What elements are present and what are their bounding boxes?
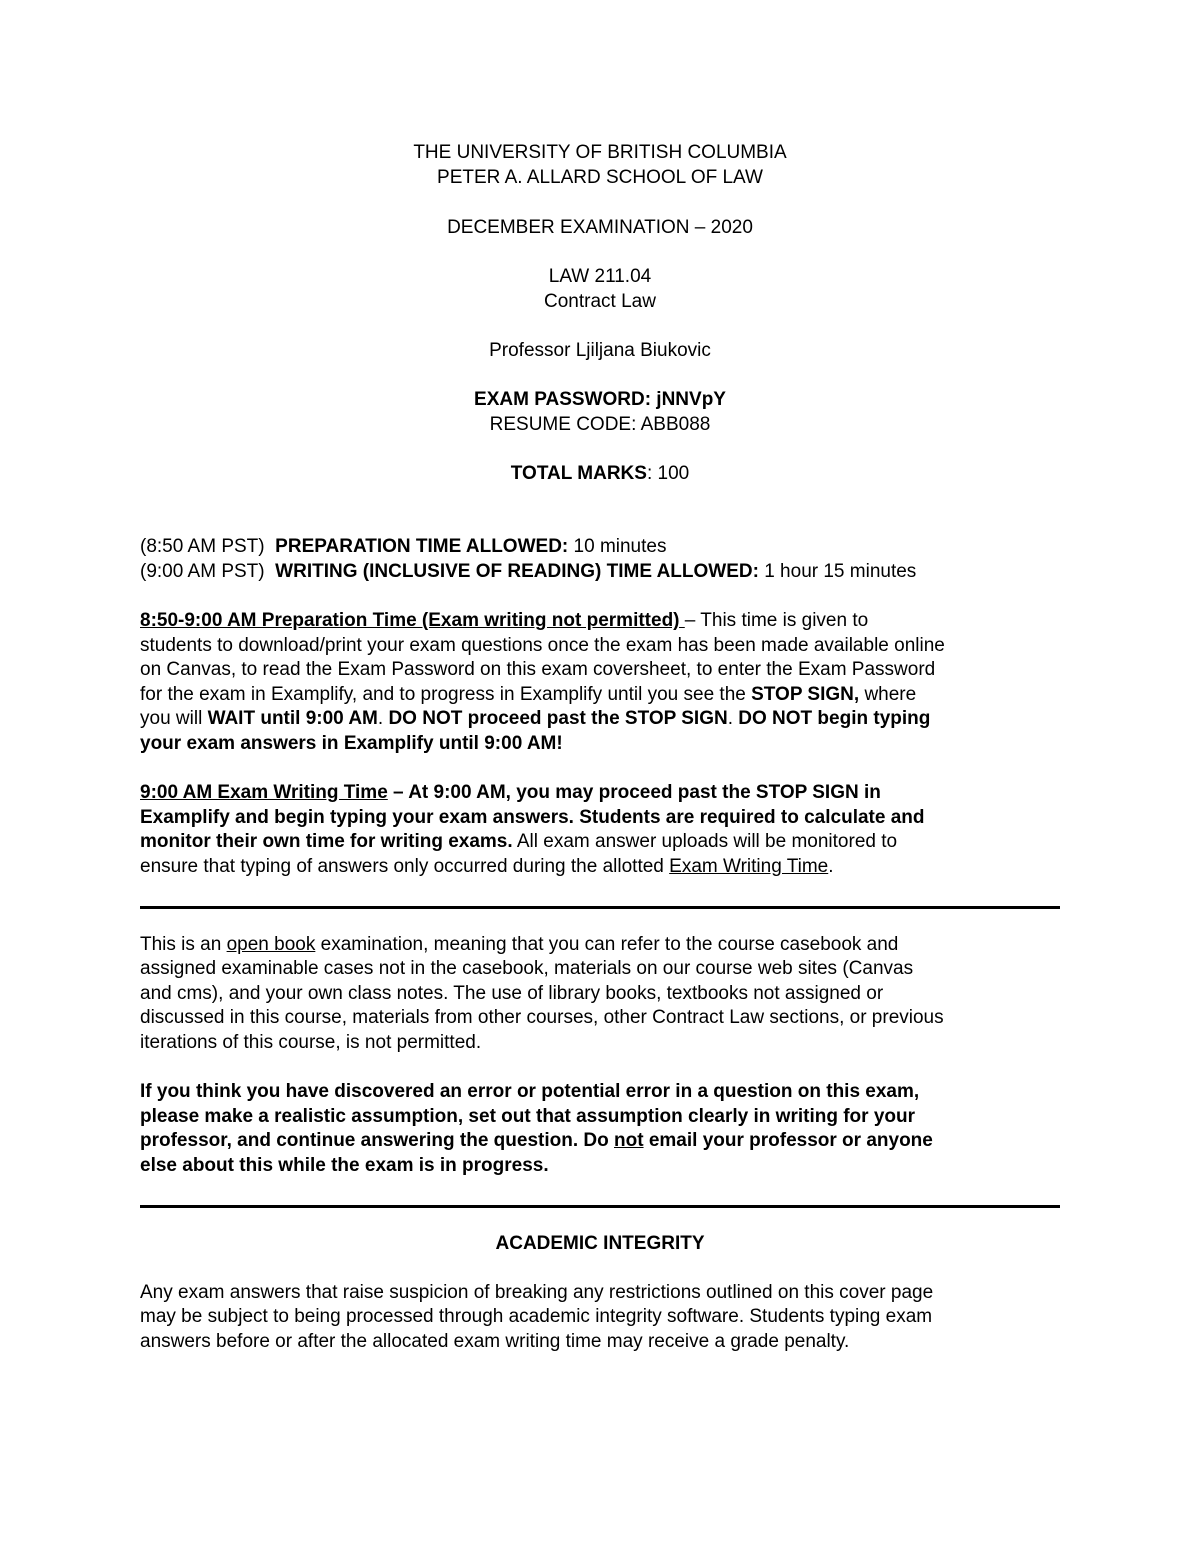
total-marks: TOTAL MARKS: 100 xyxy=(510,462,690,484)
preparation-paragraph: 8:50-9:00 AM Preparation Time (Exam writing not permitted) – This time is given to students to download/print your exam questions once the exam has been made available online on Canvas, to read the Exam Password on this exam coversheet, to enter the Exam Password for the exam in Examplify, and to progress in Examplify until you see the STOP SIGN, where you will WAIT until 9:00 AM. DO NOT proceed past the STOP SIGN. DO NOT begin typing your exam answers in Examplify until 9:00 AM! xyxy=(140,610,945,755)
professor-name: Professor Ljiljana Biukovic xyxy=(489,339,711,361)
exam-title: DECEMBER EXAMINATION – 2020 xyxy=(447,216,753,238)
course-code: LAW 211.04 xyxy=(548,265,652,287)
academic-integrity-section xyxy=(140,1232,1060,1355)
title-block xyxy=(140,141,1060,486)
resume-code: RESUME CODE: ABB088 xyxy=(489,413,711,435)
academic-integrity-paragraph: Any exam answers that raise suspicion of breaking any restrictions outlined on this cover page may be subject to being processed through academic integrity software. Students typing exam answers before or after the allocated exam writing time may receive a grade penalty. xyxy=(140,1281,934,1352)
university-name: THE UNIVERSITY OF BRITISH COLUMBIA xyxy=(413,142,787,163)
write-time-row: (9:00 AM PST) WRITING (INCLUSIVE OF READING) TIME ALLOWED: 1 hour 15 minutes xyxy=(140,560,917,582)
page-content xyxy=(140,141,1060,1355)
open-book-paragraph: This is an open book examination, meaning that you can refer to the course casebook and assigned examinable cases not in the casebook, materials on our course web sites (Canvas and cms), and your own class notes. The use of library books, textbooks not assigned or discussed in this course, materials from other courses, other Contract Law sections, or previous iterations of this course, is not permitted. xyxy=(140,933,944,1053)
academic-integrity-heading: ACADEMIC INTEGRITY xyxy=(495,1232,705,1254)
error-paragraph: If you think you have discovered an error or potential error in a question on this exam, please make a realistic assumption, set out that assumption clearly in writing for your professor, and continue answering the question. Do not email your professor or anyone else about this while the exam is in progress. xyxy=(140,1081,933,1176)
course-name: Contract Law xyxy=(544,290,656,312)
exam-password: EXAM PASSWORD: jNNVpY xyxy=(474,388,726,410)
writing-paragraph: 9:00 AM Exam Writing Time – At 9:00 AM, you may proceed past the STOP SIGN in Examplify and begin typing your exam answers. Students are required to calculate and monitor their own time for writing exams. All exam answer uploads will be monitored to ensure that typing of answers only occurred during the allotted Exam Writing Time. xyxy=(140,782,925,878)
school-name: PETER A. ALLARD SCHOOL OF LAW xyxy=(437,166,763,188)
timing-block xyxy=(140,535,1060,584)
prep-time-row: (8:50 AM PST) PREPARATION TIME ALLOWED: 10 minutes xyxy=(140,536,667,558)
